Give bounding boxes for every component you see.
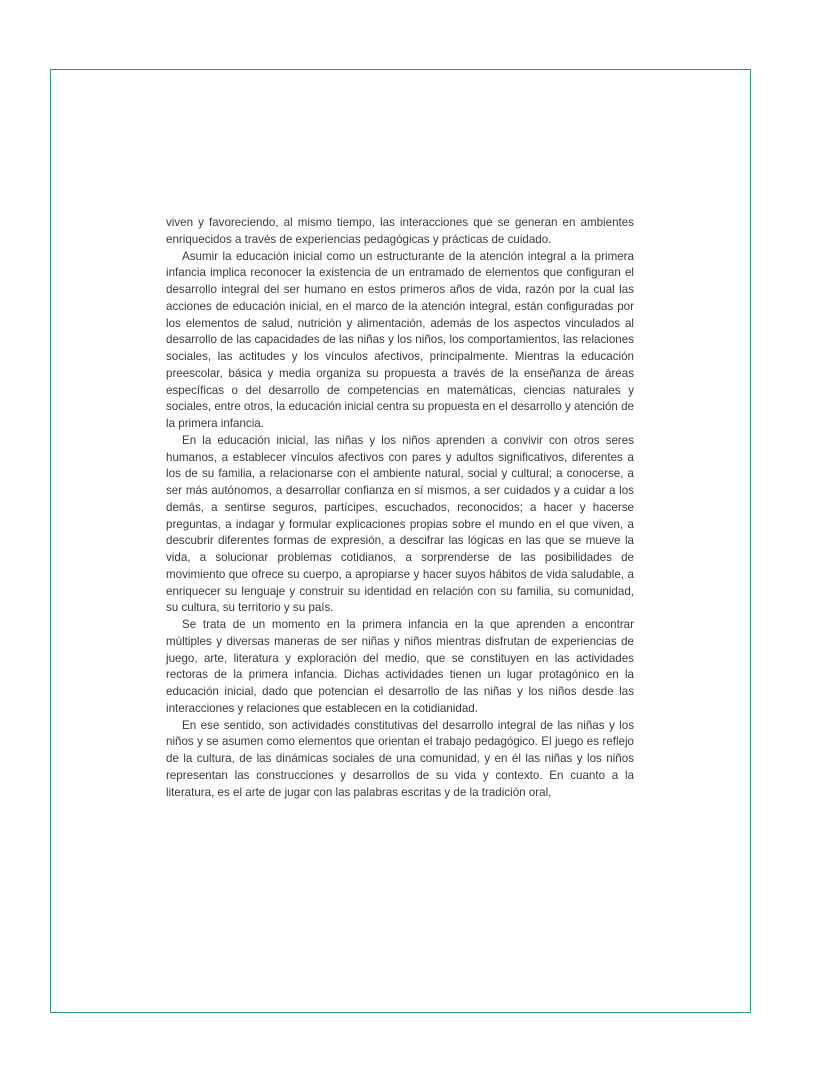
- paragraph-3: En la educación inicial, las niñas y los niños aprenden a convivir con otros seres humanos, a establecer vínculos afectivos con pares y adultos significativos, diferentes a los de su familia, a relacionarse con el ambiente natural, social y cultural; a conocerse, a ser más autónomos, a desarrollar confianza en sí mismos, a ser cuidados y a cuidar a los demás, a sentirse seguros, partícipes, escuchados, reconocidos; a hacer y hacerse preguntas, a indagar y formular explicaciones propias sobre el mundo en el que viven, a descubrir diferentes formas de expresión, a descifrar las lógicas en las que se mueve la vida, a solucionar problemas cotidianos, a sorprenderse de las posibilidades de movimiento que ofrece su cuerpo, a apropiarse y hacer suyos hábitos de vida saludable, a enriquecer su lenguaje y construir su identidad en relación con su familia, su comunidad, su cultura, su territorio y su país.: [166, 433, 634, 615]
- paragraph-4: Se trata de un momento en la primera infancia en la que aprenden a encontrar múltiples y diversas maneras de ser niñas y niños mientras disfrutan de experiencias de juego, arte, literatura y exploración del medio, que se constituyen en las actividades rectoras de la primera infancia. Dichas actividades tienen un lugar protagónico en la educación inicial, dado que potencian el desarrollo de las niñas y los niños desde las interacciones y relaciones que establecen en la cotidianidad.: [166, 618, 634, 715]
- paragraph-5: En ese sentido, son actividades constitutivas del desarrollo integral de las niñas y los niños y se asumen como elementos que orientan el trabajo pedagógico. El juego es reflejo de la cultura, de las dinámicas sociales de una comunidad, y en él las niñas y los niños representan las construcciones y desarrollos de su vida y contexto. En cuanto a la literatura, es el arte de jugar con las palabras escritas y de la tradición oral,: [166, 718, 634, 799]
- paragraph-2: Asumir la educación inicial como un estructurante de la atención integral a la primera infancia implica reconocer la existencia de un entramado de elementos que configuran el desarrollo integral del ser humano en estos primeros años de vida, razón por la cual las acciones de educación inicial, en el marco de la atención integral, están configuradas por los elementos de salud, nutrición y alimentación, además de los aspectos vinculados al desarrollo de las capacidades de las niñas y los niños, los comportamientos, las relaciones sociales, las actitudes y los vínculos afectivos, principalmente. Mientras la educación preescolar, básica y media organiza su propuesta a través de la enseñanza de áreas específicas o del desarrollo de competencias en matemáticas, ciencias naturales y sociales, entre otros, la educación inicial centra su propuesta en el desarrollo y atención de la primera infancia.: [166, 249, 634, 430]
- document-body: [166, 215, 634, 801]
- paragraph-1: viven y favoreciendo, al mismo tiempo, las interacciones que se generan en ambientes enriquecidos a través de experiencias pedagógicas y prácticas de cuidado.: [166, 216, 634, 246]
